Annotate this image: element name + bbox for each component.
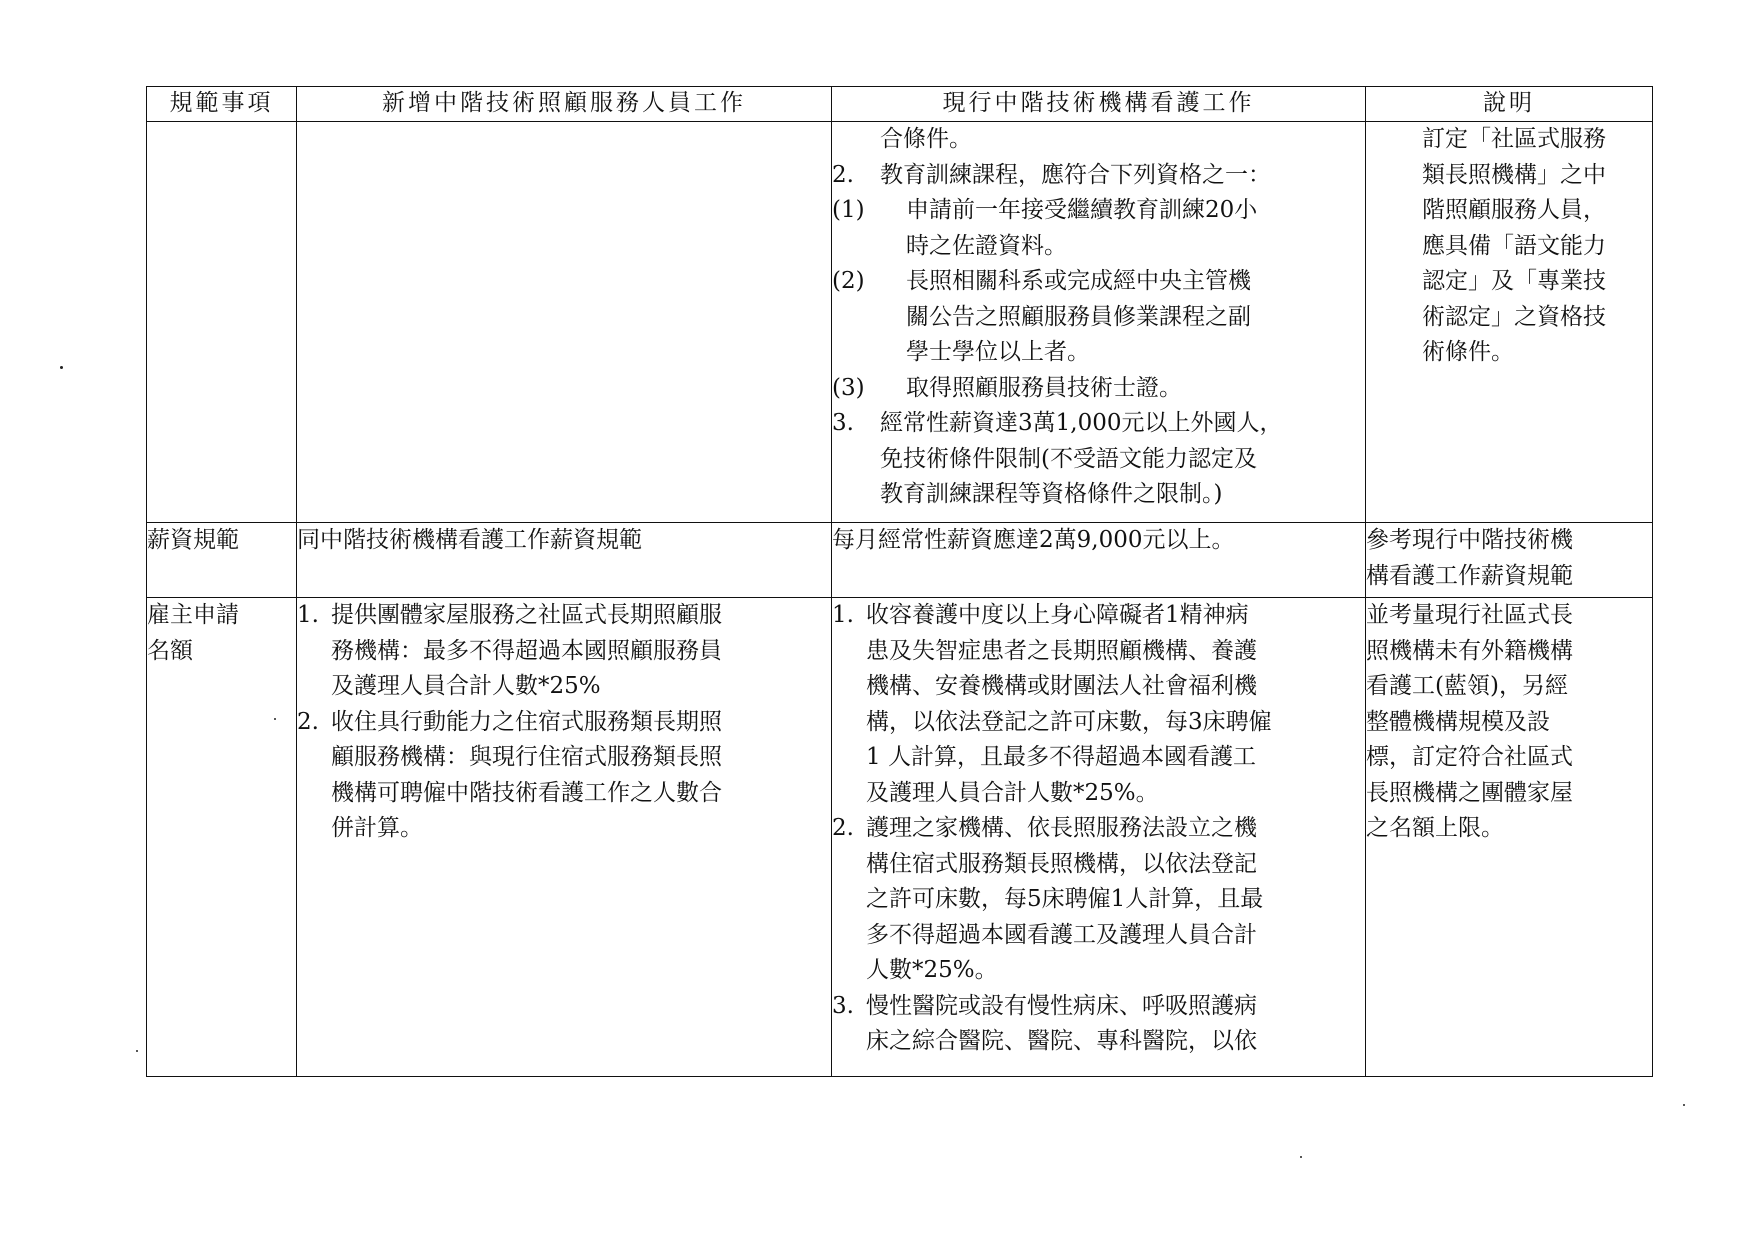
cell-new-work: 同中階技術機構看護工作薪資規範 — [297, 523, 832, 598]
line: 雇主申請 — [147, 602, 239, 628]
line: 取得照顧服務員技術士證。 — [906, 374, 1182, 401]
table-header-row — [147, 87, 1653, 122]
line: 及護理人員合計人數*25%。 — [866, 779, 1159, 806]
line: 1 人計算，且最多不得超過本國看護工 — [866, 744, 1256, 770]
list-item — [832, 122, 1365, 158]
line: 訂定「社區式服務 — [1422, 126, 1606, 152]
line: 整體機構規模及設 — [1366, 708, 1550, 735]
cell-current-work: 每月經常性薪資應達2萬9,000元以上。 — [832, 523, 1366, 598]
header-current-work: 現行中階技術機構看護工作 — [832, 87, 1366, 122]
table-row-qualifications — [147, 122, 1653, 523]
item-marker: 3. — [832, 410, 854, 436]
scan-speck — [1300, 1156, 1302, 1158]
regulation-comparison-table — [146, 86, 1653, 1077]
item-marker: (1) — [832, 197, 865, 223]
list-item — [832, 598, 1365, 811]
cell-item — [147, 122, 297, 523]
line: 收住具行動能力之住宿式服務類長期照 — [331, 708, 722, 735]
line: 術認定」之資格技 — [1422, 303, 1606, 330]
cell-new-work — [297, 122, 832, 523]
cell-item: 薪資規範 — [147, 523, 297, 598]
header-new-work: 新增中階技術照顧服務人員工作 — [297, 87, 832, 122]
line: 學士學位以上者。 — [906, 339, 1090, 365]
line: 之許可床數，每5床聘僱1人計算，且最 — [866, 886, 1264, 912]
line: 免技術條件限制(不受語文能力認定及 — [880, 445, 1257, 472]
list-item — [297, 705, 831, 847]
item-marker: 3. — [832, 992, 854, 1019]
line: 機構可聘僱中階技術看護工作之人數合 — [331, 779, 722, 806]
header-item: 規範事項 — [147, 87, 297, 122]
line: 參考現行中階技術機 — [1366, 527, 1573, 553]
scan-speck — [60, 366, 63, 369]
line: 教育訓練課程等資格條件之限制。) — [880, 481, 1223, 507]
cell-current-work — [832, 122, 1366, 523]
list-item — [832, 193, 1365, 264]
scan-speck — [274, 718, 276, 720]
list-item — [832, 158, 1365, 194]
line: 教育訓練課程，應符合下列資格之一： — [880, 161, 1271, 188]
list-item — [832, 989, 1365, 1060]
list-item — [832, 811, 1365, 989]
cell-item — [147, 598, 297, 1077]
line: 類長照機構」之中 — [1422, 161, 1606, 188]
line: 護理之家機構、依長照服務法設立之機 — [866, 815, 1257, 841]
cell-new-work — [297, 598, 832, 1077]
line: 應具備「語文能力 — [1422, 232, 1606, 259]
line: 併計算。 — [331, 815, 423, 841]
line: 長照相關科系或完成經中央主管機 — [906, 268, 1251, 294]
list-item — [297, 598, 831, 705]
list-item — [832, 406, 1365, 513]
line: 務機構：最多不得超過本國照顧服務員 — [331, 637, 722, 664]
list-item — [832, 264, 1365, 371]
line: 經常性薪資達3萬1,000元以上外國人， — [880, 410, 1283, 436]
line: 申請前一年接受繼續教育訓練20小 — [906, 197, 1258, 223]
item-marker: 2. — [832, 815, 854, 841]
list-item — [832, 371, 1365, 407]
item-marker: 1. — [297, 602, 319, 628]
cell-current-work — [832, 598, 1366, 1077]
item-marker: 2. — [297, 708, 319, 735]
line: 認定」及「專業技 — [1422, 268, 1606, 294]
item-marker: 1. — [832, 602, 854, 628]
line: 標，訂定符合社區式 — [1366, 744, 1573, 770]
item-marker: (2) — [832, 268, 865, 294]
line: 人數*25%。 — [866, 957, 998, 983]
line: 收容養護中度以上身心障礙者1精神病 — [866, 602, 1249, 628]
line: 床之綜合醫院、醫院、專科醫院，以依 — [866, 1028, 1257, 1054]
line: 及護理人員合計人數*25% — [331, 673, 601, 699]
line: 患及失智症患者之長期照顧機構、養護 — [866, 637, 1257, 664]
line: 時之佐證資料。 — [906, 232, 1067, 259]
line: 機構、安養機構或財團法人社會福利機 — [866, 673, 1257, 699]
item-marker: (3) — [832, 374, 865, 401]
line: 照機構未有外籍機構 — [1366, 637, 1573, 664]
cell-note — [1366, 523, 1653, 598]
line: 階照顧服務人員， — [1422, 197, 1606, 223]
line: 構住宿式服務類長照機構，以依法登記 — [866, 850, 1257, 877]
line: 長照機構之團體家屋 — [1366, 779, 1573, 806]
line: 慢性醫院或設有慢性病床、呼吸照護病 — [866, 992, 1257, 1019]
item-marker: 2. — [832, 161, 854, 188]
line: 提供團體家屋服務之社區式長期照顧服 — [331, 602, 722, 628]
cell-note — [1366, 122, 1653, 523]
header-note: 說明 — [1366, 87, 1653, 122]
scan-speck — [136, 1050, 138, 1052]
line: 名額 — [147, 637, 193, 664]
table-row-quota — [147, 598, 1653, 1077]
line: 合條件。 — [880, 126, 972, 152]
line: 顧服務機構：與現行住宿式服務類長照 — [331, 744, 722, 770]
line: 術條件。 — [1422, 339, 1514, 365]
line: 並考量現行社區式長 — [1366, 602, 1573, 628]
table-row-salary — [147, 523, 1653, 598]
scan-speck — [1683, 1104, 1685, 1106]
line: 關公告之照顧服務員修業課程之副 — [906, 303, 1251, 330]
cell-note — [1366, 598, 1653, 1077]
line: 構看護工作薪資規範 — [1366, 562, 1573, 589]
line: 看護工(藍領)，另經 — [1366, 673, 1568, 699]
line: 構，以依法登記之許可床數，每3床聘僱 — [866, 708, 1272, 735]
line: 之名額上限。 — [1366, 815, 1504, 841]
line: 多不得超過本國看護工及護理人員合計 — [866, 921, 1257, 948]
